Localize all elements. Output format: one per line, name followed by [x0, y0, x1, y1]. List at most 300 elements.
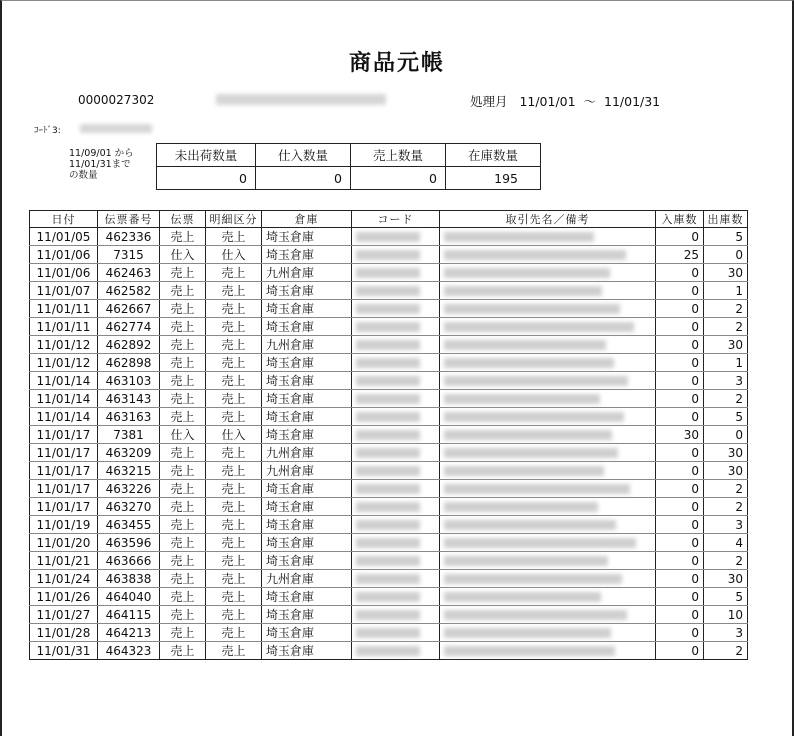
redacted-text [444, 268, 610, 278]
cell-in-qty: 0 [656, 516, 704, 534]
cell-slip-type: 売上 [160, 462, 206, 480]
cell-code-redacted [352, 516, 440, 534]
cell-code-redacted [352, 552, 440, 570]
cell-partner-redacted [440, 282, 656, 300]
column-header-date: 日付 [30, 211, 98, 228]
redacted-text [356, 412, 420, 422]
cell-detail-type: 仕入 [206, 426, 262, 444]
table-row [30, 534, 748, 552]
cell-warehouse: 埼玉倉庫 [262, 624, 352, 642]
cell-code-redacted [352, 264, 440, 282]
cell-date: 11/01/17 [30, 426, 98, 444]
cell-date: 11/01/05 [30, 228, 98, 246]
table-row [30, 426, 748, 444]
cell-slip-type: 売上 [160, 570, 206, 588]
redacted-text [444, 430, 612, 440]
cell-detail-type: 売上 [206, 606, 262, 624]
cell-detail-type: 売上 [206, 444, 262, 462]
code3-label: ｺｰﾄﾞ3: [34, 126, 61, 136]
summary-value: 0 [256, 167, 351, 190]
cell-partner-redacted [440, 372, 656, 390]
table-row [30, 390, 748, 408]
cell-partner-redacted [440, 336, 656, 354]
cell-detail-type: 売上 [206, 588, 262, 606]
cell-slip-no: 464213 [98, 624, 160, 642]
redacted-text [444, 250, 626, 260]
redacted-text [356, 520, 420, 530]
cell-date: 11/01/12 [30, 336, 98, 354]
cell-warehouse: 埼玉倉庫 [262, 426, 352, 444]
table-row [30, 480, 748, 498]
redacted-text [444, 358, 614, 368]
cell-warehouse: 埼玉倉庫 [262, 372, 352, 390]
cell-out-qty: 2 [704, 318, 748, 336]
cell-warehouse: 埼玉倉庫 [262, 246, 352, 264]
cell-partner-redacted [440, 516, 656, 534]
table-row [30, 606, 748, 624]
cell-detail-type: 売上 [206, 354, 262, 372]
ledger-header-row [30, 211, 748, 228]
cell-slip-type: 仕入 [160, 246, 206, 264]
redacted-text [444, 646, 615, 656]
cell-in-qty: 0 [656, 498, 704, 516]
cell-partner-redacted [440, 264, 656, 282]
cell-out-qty: 2 [704, 552, 748, 570]
cell-slip-no: 462667 [98, 300, 160, 318]
redacted-text [444, 520, 616, 530]
cell-out-qty: 5 [704, 408, 748, 426]
redacted-text [356, 574, 420, 584]
cell-out-qty: 2 [704, 642, 748, 660]
cell-code-redacted [352, 642, 440, 660]
cell-slip-type: 売上 [160, 606, 206, 624]
cell-slip-type: 売上 [160, 444, 206, 462]
cell-code-redacted [352, 336, 440, 354]
cell-out-qty: 1 [704, 282, 748, 300]
redacted-text [356, 232, 420, 242]
cell-date: 11/01/14 [30, 408, 98, 426]
cell-partner-redacted [440, 300, 656, 318]
cell-slip-no: 463596 [98, 534, 160, 552]
cell-detail-type: 売上 [206, 264, 262, 282]
cell-slip-type: 売上 [160, 372, 206, 390]
redacted-text [444, 610, 627, 620]
redacted-text [444, 556, 608, 566]
period-separator: ～ [583, 94, 597, 109]
cell-slip-type: 売上 [160, 534, 206, 552]
cell-slip-type: 売上 [160, 264, 206, 282]
redacted-text [444, 628, 611, 638]
table-row [30, 300, 748, 318]
redacted-text [356, 610, 420, 620]
cell-out-qty: 0 [704, 426, 748, 444]
cell-partner-redacted [440, 624, 656, 642]
redacted-text [444, 340, 606, 350]
cell-warehouse: 埼玉倉庫 [262, 642, 352, 660]
table-row [30, 408, 748, 426]
cell-slip-no: 463103 [98, 372, 160, 390]
redacted-text [444, 232, 594, 242]
cell-code-redacted [352, 570, 440, 588]
cell-partner-redacted [440, 642, 656, 660]
cell-warehouse: 埼玉倉庫 [262, 534, 352, 552]
table-row [30, 588, 748, 606]
cell-out-qty: 30 [704, 462, 748, 480]
cell-warehouse: 埼玉倉庫 [262, 300, 352, 318]
cell-warehouse: 九州倉庫 [262, 570, 352, 588]
cell-out-qty: 0 [704, 246, 748, 264]
table-row [30, 552, 748, 570]
column-header-partner: 取引先名／備考 [440, 211, 656, 228]
column-header-out-qty: 出庫数 [704, 211, 748, 228]
table-row [30, 372, 748, 390]
cell-in-qty: 0 [656, 300, 704, 318]
redacted-text [356, 322, 420, 332]
cell-in-qty: 0 [656, 606, 704, 624]
cell-warehouse: 埼玉倉庫 [262, 606, 352, 624]
cell-slip-no: 463215 [98, 462, 160, 480]
summary-value: 195 [446, 167, 541, 190]
cell-code-redacted [352, 588, 440, 606]
cell-in-qty: 0 [656, 390, 704, 408]
cell-out-qty: 30 [704, 444, 748, 462]
cell-partner-redacted [440, 228, 656, 246]
cell-warehouse: 埼玉倉庫 [262, 282, 352, 300]
cell-out-qty: 2 [704, 300, 748, 318]
cell-code-redacted [352, 624, 440, 642]
period-label: 処理月 [470, 94, 508, 109]
column-header-slip: 伝票 [160, 211, 206, 228]
cell-slip-type: 売上 [160, 390, 206, 408]
cell-out-qty: 5 [704, 228, 748, 246]
cell-detail-type: 売上 [206, 300, 262, 318]
cell-in-qty: 0 [656, 642, 704, 660]
product-code: 0000027302 [78, 93, 155, 107]
redacted-text [444, 412, 624, 422]
cell-slip-type: 仕入 [160, 426, 206, 444]
cell-in-qty: 0 [656, 462, 704, 480]
redacted-text [444, 592, 601, 602]
cell-slip-type: 売上 [160, 282, 206, 300]
cell-slip-no: 462898 [98, 354, 160, 372]
cell-slip-no: 463163 [98, 408, 160, 426]
cell-detail-type: 売上 [206, 570, 262, 588]
summary-header: 売上数量 [351, 144, 446, 167]
asof-caption: 11/09/01 から 11/01/31まで の数量 [69, 148, 134, 181]
redacted-text [444, 466, 604, 476]
redacted-text [444, 394, 600, 404]
redacted-text [444, 322, 634, 332]
cell-in-qty: 30 [656, 426, 704, 444]
cell-slip-type: 売上 [160, 516, 206, 534]
cell-code-redacted [352, 300, 440, 318]
summary-value: 0 [351, 167, 446, 190]
redacted-text [356, 592, 420, 602]
cell-warehouse: 九州倉庫 [262, 444, 352, 462]
cell-partner-redacted [440, 318, 656, 336]
cell-partner-redacted [440, 498, 656, 516]
cell-detail-type: 売上 [206, 390, 262, 408]
table-row [30, 354, 748, 372]
cell-code-redacted [352, 390, 440, 408]
summary-table [156, 143, 541, 190]
cell-detail-type: 売上 [206, 228, 262, 246]
cell-slip-type: 売上 [160, 498, 206, 516]
redacted-text [356, 556, 420, 566]
redacted-text [356, 502, 420, 512]
cell-in-qty: 0 [656, 354, 704, 372]
table-row [30, 570, 748, 588]
redacted-text [356, 376, 420, 386]
cell-in-qty: 0 [656, 624, 704, 642]
redacted-text [356, 448, 420, 458]
cell-warehouse: 埼玉倉庫 [262, 318, 352, 336]
cell-warehouse: 九州倉庫 [262, 462, 352, 480]
summary-header: 未出荷数量 [157, 144, 256, 167]
redacted-text [444, 376, 628, 386]
cell-detail-type: 売上 [206, 282, 262, 300]
cell-out-qty: 2 [704, 498, 748, 516]
cell-in-qty: 0 [656, 228, 704, 246]
cell-slip-type: 売上 [160, 552, 206, 570]
cell-detail-type: 売上 [206, 462, 262, 480]
cell-date: 11/01/06 [30, 264, 98, 282]
redacted-text [356, 466, 420, 476]
cell-partner-redacted [440, 552, 656, 570]
cell-slip-no: 463838 [98, 570, 160, 588]
table-row [30, 624, 748, 642]
table-row [30, 516, 748, 534]
cell-partner-redacted [440, 408, 656, 426]
table-row [30, 246, 748, 264]
cell-code-redacted [352, 228, 440, 246]
table-row [30, 642, 748, 660]
cell-slip-type: 売上 [160, 642, 206, 660]
table-row [30, 498, 748, 516]
cell-partner-redacted [440, 480, 656, 498]
redacted-text [356, 250, 420, 260]
redacted-text [356, 628, 420, 638]
cell-partner-redacted [440, 588, 656, 606]
cell-out-qty: 10 [704, 606, 748, 624]
redacted-text [356, 538, 420, 548]
cell-partner-redacted [440, 390, 656, 408]
period-to: 11/01/31 [604, 94, 661, 109]
redacted-text [356, 340, 420, 350]
cell-detail-type: 売上 [206, 318, 262, 336]
cell-in-qty: 0 [656, 534, 704, 552]
summary-value: 0 [157, 167, 256, 190]
page-title: 商品元帳 [348, 51, 445, 76]
cell-date: 11/01/19 [30, 516, 98, 534]
column-header-slip-no: 伝票番号 [98, 211, 160, 228]
cell-partner-redacted [440, 606, 656, 624]
cell-in-qty: 0 [656, 336, 704, 354]
cell-out-qty: 30 [704, 570, 748, 588]
cell-partner-redacted [440, 444, 656, 462]
cell-code-redacted [352, 372, 440, 390]
table-row [30, 228, 748, 246]
table-row [30, 336, 748, 354]
cell-code-redacted [352, 354, 440, 372]
cell-code-redacted [352, 318, 440, 336]
cell-slip-type: 売上 [160, 408, 206, 426]
cell-date: 11/01/31 [30, 642, 98, 660]
column-header-code: コード [352, 211, 440, 228]
column-header-detail-type: 明細区分 [206, 211, 262, 228]
redacted-text [444, 484, 630, 494]
cell-slip-no: 463455 [98, 516, 160, 534]
cell-detail-type: 売上 [206, 552, 262, 570]
cell-in-qty: 0 [656, 552, 704, 570]
redacted-text [356, 646, 420, 656]
product-name-redacted [216, 94, 386, 105]
cell-warehouse: 埼玉倉庫 [262, 480, 352, 498]
cell-code-redacted [352, 282, 440, 300]
cell-partner-redacted [440, 246, 656, 264]
cell-date: 11/01/14 [30, 390, 98, 408]
cell-in-qty: 0 [656, 408, 704, 426]
cell-slip-no: 464040 [98, 588, 160, 606]
cell-date: 11/01/06 [30, 246, 98, 264]
cell-slip-no: 462582 [98, 282, 160, 300]
cell-detail-type: 売上 [206, 336, 262, 354]
cell-date: 11/01/11 [30, 300, 98, 318]
redacted-text [356, 304, 420, 314]
cell-date: 11/01/20 [30, 534, 98, 552]
cell-slip-no: 463666 [98, 552, 160, 570]
cell-date: 11/01/26 [30, 588, 98, 606]
cell-in-qty: 0 [656, 444, 704, 462]
cell-in-qty: 0 [656, 480, 704, 498]
cell-date: 11/01/12 [30, 354, 98, 372]
table-row [30, 264, 748, 282]
redacted-text [444, 502, 598, 512]
redacted-text [444, 286, 602, 296]
cell-code-redacted [352, 498, 440, 516]
cell-slip-type: 売上 [160, 228, 206, 246]
cell-slip-no: 463270 [98, 498, 160, 516]
cell-date: 11/01/21 [30, 552, 98, 570]
cell-slip-type: 売上 [160, 318, 206, 336]
cell-slip-type: 売上 [160, 354, 206, 372]
cell-code-redacted [352, 426, 440, 444]
cell-slip-type: 売上 [160, 300, 206, 318]
redacted-text [444, 574, 622, 584]
cell-partner-redacted [440, 534, 656, 552]
cell-warehouse: 埼玉倉庫 [262, 516, 352, 534]
cell-code-redacted [352, 480, 440, 498]
cell-detail-type: 売上 [206, 480, 262, 498]
cell-code-redacted [352, 606, 440, 624]
cell-warehouse: 埼玉倉庫 [262, 588, 352, 606]
ledger-table [29, 210, 748, 660]
cell-slip-no: 462892 [98, 336, 160, 354]
cell-out-qty: 30 [704, 264, 748, 282]
cell-code-redacted [352, 246, 440, 264]
cell-in-qty: 0 [656, 318, 704, 336]
table-row [30, 318, 748, 336]
cell-in-qty: 0 [656, 264, 704, 282]
cell-in-qty: 0 [656, 372, 704, 390]
cell-detail-type: 仕入 [206, 246, 262, 264]
cell-in-qty: 0 [656, 570, 704, 588]
cell-slip-type: 売上 [160, 624, 206, 642]
cell-partner-redacted [440, 426, 656, 444]
cell-slip-type: 売上 [160, 336, 206, 354]
cell-slip-no: 463143 [98, 390, 160, 408]
redacted-text [444, 448, 618, 458]
cell-slip-type: 売上 [160, 480, 206, 498]
cell-partner-redacted [440, 462, 656, 480]
cell-out-qty: 2 [704, 390, 748, 408]
table-row [30, 444, 748, 462]
cell-out-qty: 3 [704, 372, 748, 390]
cell-date: 11/01/28 [30, 624, 98, 642]
summary-header: 仕入数量 [256, 144, 351, 167]
period-range [470, 92, 660, 110]
cell-out-qty: 4 [704, 534, 748, 552]
cell-partner-redacted [440, 354, 656, 372]
cell-slip-no: 464115 [98, 606, 160, 624]
cell-out-qty: 5 [704, 588, 748, 606]
cell-code-redacted [352, 444, 440, 462]
cell-detail-type: 売上 [206, 534, 262, 552]
cell-date: 11/01/17 [30, 444, 98, 462]
cell-slip-no: 462336 [98, 228, 160, 246]
cell-slip-no: 463226 [98, 480, 160, 498]
cell-out-qty: 2 [704, 480, 748, 498]
cell-warehouse: 九州倉庫 [262, 336, 352, 354]
cell-warehouse: 九州倉庫 [262, 264, 352, 282]
cell-out-qty: 30 [704, 336, 748, 354]
cell-warehouse: 埼玉倉庫 [262, 354, 352, 372]
cell-out-qty: 3 [704, 624, 748, 642]
cell-in-qty: 0 [656, 588, 704, 606]
redacted-text [356, 268, 420, 278]
cell-code-redacted [352, 408, 440, 426]
cell-detail-type: 売上 [206, 372, 262, 390]
cell-detail-type: 売上 [206, 408, 262, 426]
period-from: 11/01/01 [519, 94, 576, 109]
cell-detail-type: 売上 [206, 516, 262, 534]
redacted-text [356, 394, 420, 404]
cell-out-qty: 3 [704, 516, 748, 534]
cell-slip-no: 462463 [98, 264, 160, 282]
cell-date: 11/01/24 [30, 570, 98, 588]
table-row [30, 462, 748, 480]
cell-detail-type: 売上 [206, 498, 262, 516]
redacted-text [356, 286, 420, 296]
cell-out-qty: 1 [704, 354, 748, 372]
cell-slip-no: 463209 [98, 444, 160, 462]
cell-warehouse: 埼玉倉庫 [262, 498, 352, 516]
cell-warehouse: 埼玉倉庫 [262, 390, 352, 408]
cell-code-redacted [352, 462, 440, 480]
cell-in-qty: 0 [656, 282, 704, 300]
cell-in-qty: 25 [656, 246, 704, 264]
redacted-text [444, 304, 620, 314]
summary-header: 在庫数量 [446, 144, 541, 167]
cell-slip-no: 462774 [98, 318, 160, 336]
cell-slip-no: 464323 [98, 642, 160, 660]
cell-date: 11/01/27 [30, 606, 98, 624]
cell-warehouse: 埼玉倉庫 [262, 552, 352, 570]
redacted-text [444, 538, 636, 548]
cell-date: 11/01/07 [30, 282, 98, 300]
cell-slip-no: 7381 [98, 426, 160, 444]
cell-slip-type: 売上 [160, 588, 206, 606]
